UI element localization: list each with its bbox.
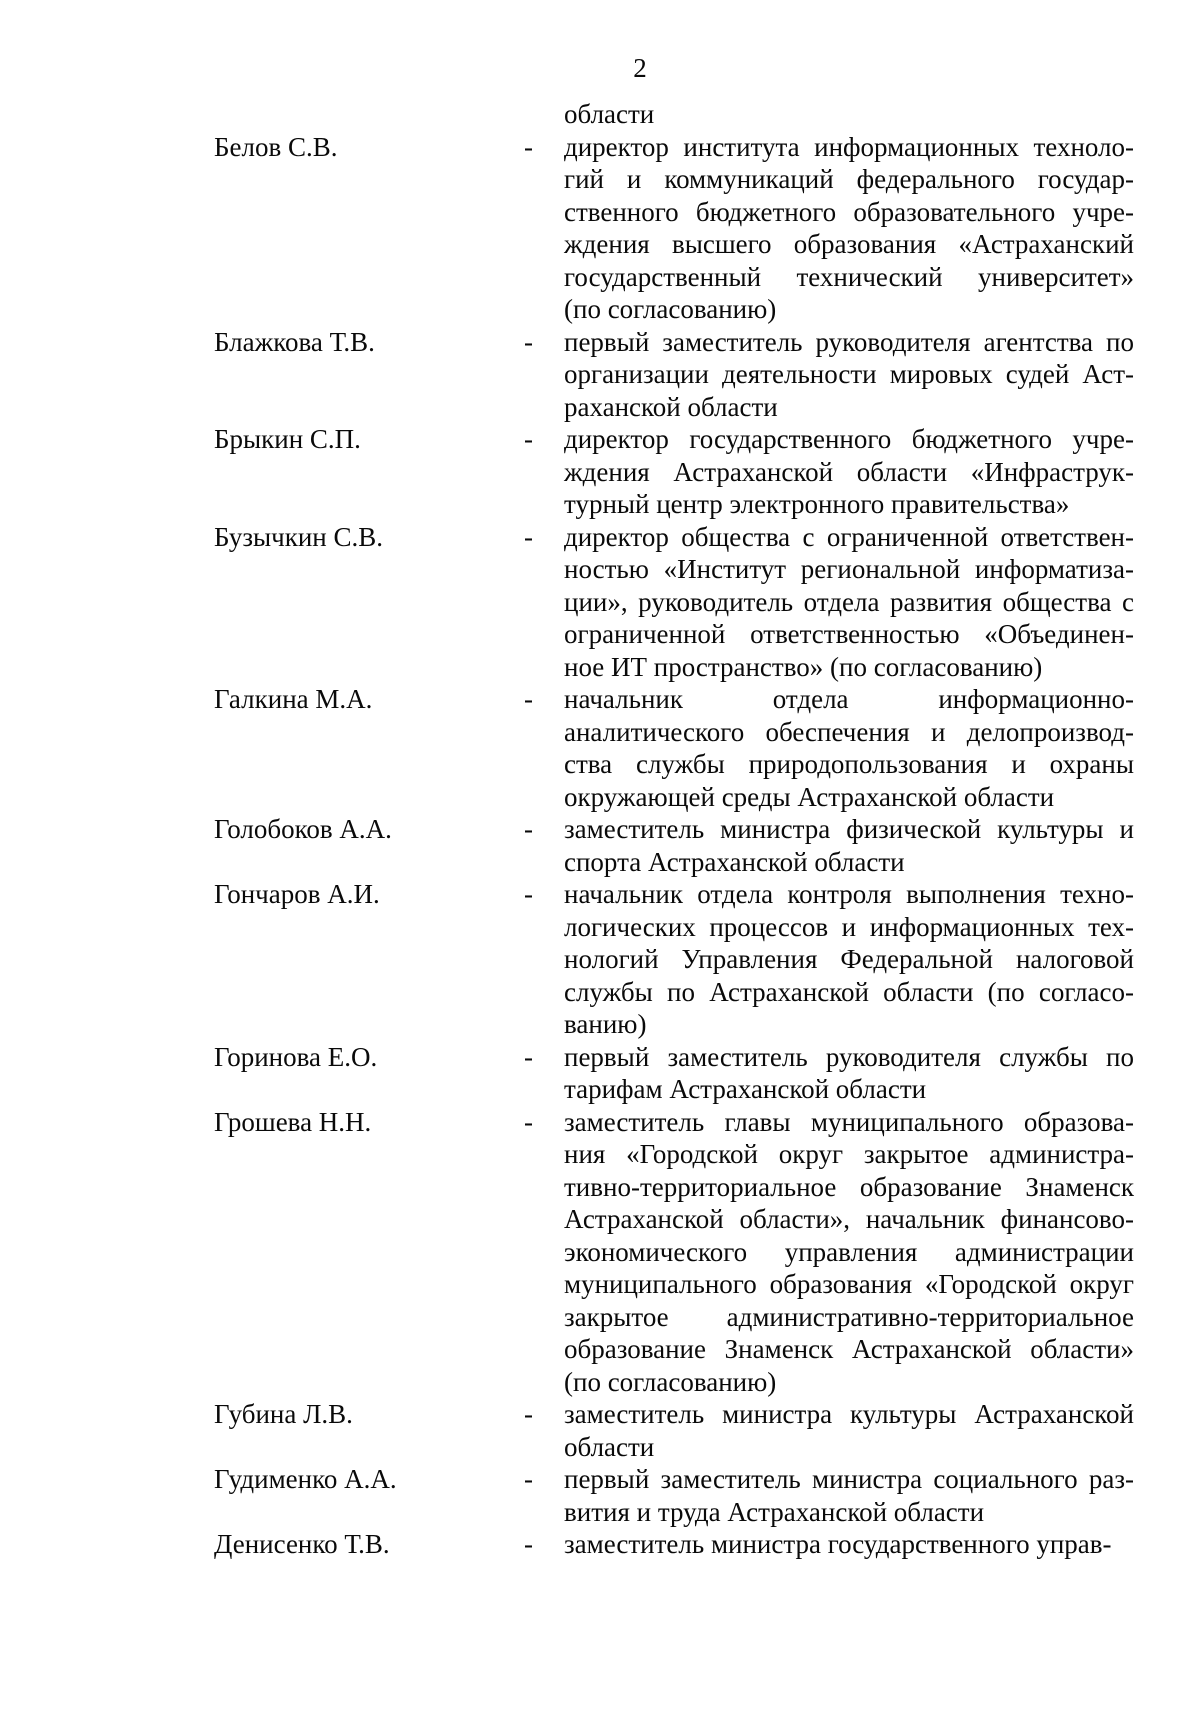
- position-line: директор общества с ограниченной ответствен-: [564, 521, 1134, 552]
- position-line: директор института информационных техноло-: [564, 131, 1134, 162]
- member-entry: [214, 521, 1154, 684]
- dash-separator: -: [524, 1399, 533, 1429]
- dash-separator: -: [524, 1106, 533, 1137]
- member-name: Брыкин С.П.: [214, 424, 361, 454]
- position-line: директор государственного бюджетного учре-: [564, 424, 1134, 454]
- position-line: закрытое административно-территориальное: [564, 1301, 1134, 1332]
- member-position: [564, 1106, 1134, 1399]
- member-position: [564, 878, 1134, 1041]
- member-name: Денисенко Т.В.: [214, 1529, 390, 1559]
- position-line: ции», руководитель отдела развития общества с: [564, 586, 1134, 617]
- member-position: [564, 1463, 1134, 1528]
- page-number: 2: [633, 53, 647, 83]
- dash-separator: -: [524, 424, 533, 454]
- position-line: тивно-территориальное образование Знаменск: [564, 1171, 1134, 1202]
- member-position: [564, 131, 1134, 326]
- position-line: турный центр электронного правительства»: [564, 489, 1070, 519]
- position-line: экономического управления администрации: [564, 1236, 1134, 1267]
- member-entry: [214, 878, 1154, 1041]
- position-line: нологий Управления Федеральной налоговой: [564, 944, 1134, 974]
- position-line: начальник отдела контроля выполнения техно-: [564, 879, 1134, 909]
- dash-separator: -: [524, 1041, 533, 1072]
- position-line: ванию): [564, 1009, 647, 1039]
- member-entry: [214, 683, 1154, 813]
- dash-separator: -: [524, 879, 533, 909]
- member-name: Бузычкин С.В.: [214, 521, 384, 552]
- member-position: [564, 1398, 1134, 1463]
- dash-separator: -: [524, 326, 533, 357]
- member-position: [564, 813, 1134, 878]
- position-line: аналитического обеспечения и делопроизвод-: [564, 716, 1134, 747]
- member-entry: [214, 1041, 1154, 1106]
- position-line: начальник отдела информационно-: [564, 684, 1134, 714]
- member-position: [564, 1528, 1134, 1561]
- member-entry: [214, 326, 1154, 424]
- member-entry: [214, 131, 1154, 326]
- position-line: логических процессов и информационных тех-: [564, 911, 1134, 942]
- member-name: Губина Л.В.: [214, 1399, 353, 1429]
- position-line: муниципального образования «Городской округ: [564, 1269, 1134, 1299]
- position-line: ственного бюджетного образовательного учре-: [564, 196, 1134, 227]
- position-line: ждения высшего образования «Астраханский: [564, 229, 1134, 259]
- position-line: окружающей среды Астраханской области: [564, 781, 1055, 812]
- position-line: гий и коммуникаций федерального государ-: [564, 164, 1134, 194]
- position-line: спорта Астраханской области: [564, 846, 905, 877]
- position-line: ния «Городской округ закрытое администра-: [564, 1139, 1134, 1169]
- dash-separator: -: [524, 1529, 533, 1559]
- member-name: Гудименко А.А.: [214, 1464, 397, 1494]
- member-name: Голобоков А.А.: [214, 814, 392, 844]
- position-line: образование Знаменск Астраханской области»: [564, 1334, 1134, 1364]
- member-position: [564, 521, 1134, 684]
- position-line: ограниченной ответственностью «Объединен-: [564, 619, 1134, 649]
- member-entry: [214, 1528, 1154, 1561]
- dash-separator: -: [524, 131, 533, 162]
- continuation-row: [214, 98, 1154, 131]
- member-name: Блажкова Т.В.: [214, 326, 375, 357]
- dash-separator: -: [524, 1464, 533, 1494]
- member-entry: [214, 1106, 1154, 1399]
- member-name: Белов С.В.: [214, 131, 338, 162]
- position-line: заместитель министра физической культуры и: [564, 814, 1134, 844]
- position-line: первый заместитель руководителя агентства по: [564, 326, 1134, 357]
- member-entry: [214, 1398, 1154, 1463]
- continuation-line: области: [564, 99, 655, 129]
- position-line: Астраханской области», начальник финансово-: [564, 1204, 1134, 1234]
- position-line: ждения Астраханской области «Инфраструк-: [564, 456, 1134, 487]
- member-name: Галкина М.А.: [214, 684, 373, 714]
- member-list: [214, 98, 1154, 1561]
- dash-separator: -: [524, 814, 533, 844]
- position-line: организации деятельности мировых судей Аст-: [564, 359, 1134, 389]
- position-line: службы по Астраханской области (по согласо-: [564, 976, 1134, 1007]
- member-entry: [214, 813, 1154, 878]
- member-entry: [214, 423, 1154, 521]
- member-name: Гончаров А.И.: [214, 879, 380, 909]
- position-line: области: [564, 1431, 655, 1462]
- member-name: Грошева Н.Н.: [214, 1106, 372, 1137]
- dash-separator: -: [524, 521, 533, 552]
- member-position: [564, 423, 1134, 521]
- position-line: заместитель министра культуры Астраханской: [564, 1399, 1134, 1429]
- member-position: [564, 326, 1134, 424]
- position-line: тарифам Астраханской области: [564, 1074, 927, 1104]
- position-line: заместитель министра государственного управ-: [564, 1529, 1112, 1559]
- member-position: [564, 683, 1134, 813]
- position-line: ное ИТ пространство» (по согласованию): [564, 651, 1043, 682]
- position-line: (по согласованию): [564, 294, 777, 324]
- position-line: первый заместитель руководителя службы по: [564, 1041, 1134, 1072]
- position-line: заместитель главы муниципального образова-: [564, 1106, 1134, 1137]
- member-position: [564, 1041, 1134, 1106]
- position-line: первый заместитель министра социального раз-: [564, 1464, 1134, 1494]
- position-line: раханской области: [564, 391, 778, 422]
- position-line: вития и труда Астраханской области: [564, 1496, 985, 1527]
- position-line: государственный технический университет»: [564, 261, 1134, 292]
- position-line: ства службы природопользования и охраны: [564, 749, 1134, 779]
- continuation-text: [564, 98, 1134, 131]
- position-line: (по согласованию): [564, 1366, 777, 1397]
- member-name: Горинова Е.О.: [214, 1041, 378, 1072]
- member-entry: [214, 1463, 1154, 1528]
- position-line: ностью «Институт региональной информатиза-: [564, 554, 1134, 584]
- dash-separator: -: [524, 684, 533, 714]
